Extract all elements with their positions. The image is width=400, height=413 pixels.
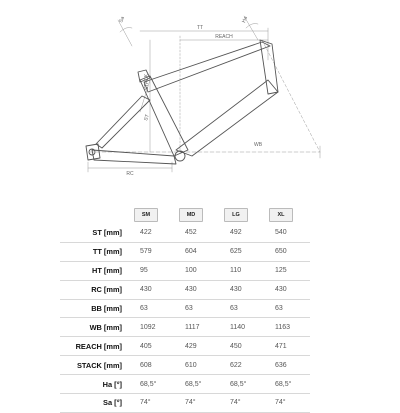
table-cell: 610: [175, 356, 220, 375]
table-cell: 63: [130, 300, 175, 319]
stack-label: STACK: [144, 73, 150, 91]
table-row: [60, 262, 310, 281]
table-cell: 74°: [220, 394, 265, 413]
row-label: STACK [mm]: [60, 356, 130, 375]
ha-label: Ha: [241, 15, 249, 24]
table-cell: 63: [175, 300, 220, 319]
rc-label: RC: [126, 171, 134, 177]
dimension-lines: [88, 16, 320, 172]
table-cell: 430: [265, 281, 310, 300]
table-row: [60, 243, 310, 262]
table-cell: 608: [130, 356, 175, 375]
table-cell: 452: [175, 224, 220, 243]
bottom-bracket: [175, 151, 185, 161]
table-cell: 650: [265, 243, 310, 262]
row-label: Ha [°]: [60, 375, 130, 394]
table-row: [60, 281, 310, 300]
table-cell: 625: [220, 243, 265, 262]
table-cell: 422: [130, 224, 175, 243]
st-label: ST: [143, 113, 151, 122]
table-row: [60, 394, 310, 413]
table-row: [60, 300, 310, 319]
reach-label: REACH: [215, 34, 233, 40]
table-cell: 604: [175, 243, 220, 262]
table-cell: 1092: [130, 318, 175, 337]
size-sm: SM: [134, 208, 158, 222]
table-row: [60, 318, 310, 337]
table-cell: 405: [130, 337, 175, 356]
table-row: [60, 337, 310, 356]
size-header: [265, 206, 310, 224]
size-header: [175, 206, 220, 224]
table-cell: 471: [265, 337, 310, 356]
table-cell: 450: [220, 337, 265, 356]
frame-outline: [86, 40, 278, 164]
row-label: TT [mm]: [60, 243, 130, 262]
size-xl: XL: [269, 208, 293, 222]
table-row: [60, 375, 310, 394]
table-cell: 492: [220, 224, 265, 243]
header-corner: [60, 206, 130, 224]
table-cell: 540: [265, 224, 310, 243]
table-cell: 430: [220, 281, 265, 300]
row-label: REACH [mm]: [60, 337, 130, 356]
row-label: ST [mm]: [60, 224, 130, 243]
table-cell: 125: [265, 262, 310, 281]
table-cell: 1140: [220, 318, 265, 337]
row-label: WB [mm]: [60, 318, 130, 337]
table-row: [60, 224, 310, 243]
size-md: MD: [179, 208, 203, 222]
table-cell: 100: [175, 262, 220, 281]
table-cell: 63: [265, 300, 310, 319]
row-label: BB [mm]: [60, 300, 130, 319]
size-header: [220, 206, 265, 224]
table-cell: 68,5°: [220, 375, 265, 394]
table-cell: 429: [175, 337, 220, 356]
tt-label: TT: [196, 25, 204, 31]
fork-axis-line: [262, 40, 320, 152]
table-cell: 68,5°: [130, 375, 175, 394]
size-lg: LG: [224, 208, 248, 222]
table-cell: 68,5°: [265, 375, 310, 394]
table-cell: 95: [130, 262, 175, 281]
table-cell: 622: [220, 356, 265, 375]
ha-angle-arc: [246, 24, 258, 29]
table-cell: 1163: [265, 318, 310, 337]
top-tube: [144, 42, 270, 92]
head-tube: [260, 40, 278, 94]
down-tube: [176, 80, 278, 156]
table-cell: 1117: [175, 318, 220, 337]
row-label: Sa [°]: [60, 394, 130, 413]
size-header-row: [60, 206, 310, 224]
frame-geometry-diagram: [0, 0, 400, 200]
row-label: HT [mm]: [60, 262, 130, 281]
wb-label: WB: [253, 142, 263, 148]
table-cell: 110: [220, 262, 265, 281]
table-row: [60, 356, 310, 375]
table-cell: 636: [265, 356, 310, 375]
table-cell: 63: [220, 300, 265, 319]
sa-angle-arc: [120, 28, 132, 33]
table-cell: 430: [175, 281, 220, 300]
table-cell: 74°: [130, 394, 175, 413]
size-header: [130, 206, 175, 224]
table-cell: 74°: [175, 394, 220, 413]
row-label: RC [mm]: [60, 281, 130, 300]
table-cell: 74°: [265, 394, 310, 413]
table-cell: 68,5°: [175, 375, 220, 394]
seat-angle-guide: [118, 20, 132, 46]
table-cell: 579: [130, 243, 175, 262]
geometry-table: [60, 206, 310, 413]
table-cell: 430: [130, 281, 175, 300]
seat-stay: [96, 96, 150, 148]
sa-label: Sa: [118, 15, 126, 24]
